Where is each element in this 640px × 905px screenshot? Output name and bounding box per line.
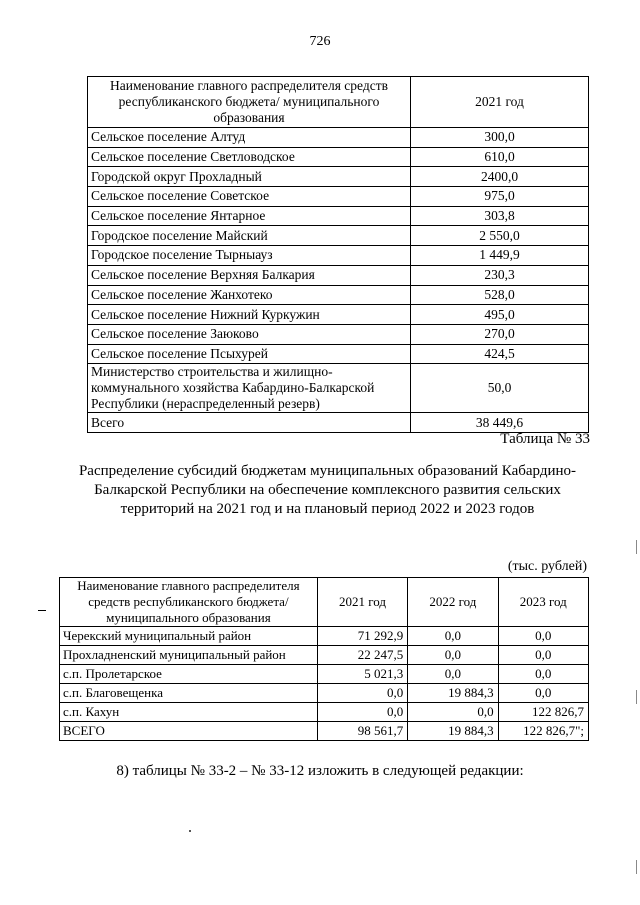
row-name: Черекский муниципальный район <box>60 627 318 646</box>
row-name: Сельское поселение Заюково <box>88 324 411 344</box>
total-label: Всего <box>88 413 411 433</box>
value-2022: 0,0 <box>408 646 498 665</box>
table-row <box>88 128 589 148</box>
table-row <box>88 167 589 187</box>
row-name: ВСЕГО <box>60 722 318 741</box>
header-year-2022: 2022 год <box>408 578 498 627</box>
row-name: Сельское поселение Алтуд <box>88 128 411 148</box>
scan-speck <box>189 830 191 832</box>
row-name: с.п. Кахун <box>60 703 318 722</box>
table-row <box>88 246 589 266</box>
header-name-cell: Наименование главного распределителя средств республиканского бюджета/ муниципального образования <box>88 77 411 128</box>
scan-edge-mark <box>636 690 637 704</box>
table-row <box>88 226 589 246</box>
value-2022: 0,0 <box>408 703 498 722</box>
row-value: 2400,0 <box>411 167 589 187</box>
row-value: 2 550,0 <box>411 226 589 246</box>
row-value: 300,0 <box>411 128 589 148</box>
value-2021: 98 561,7 <box>317 722 407 741</box>
value-2023: 0,0 <box>498 684 588 703</box>
table-total-row <box>88 413 589 433</box>
row-value: 50,0 <box>411 364 589 413</box>
row-value: 528,0 <box>411 285 589 305</box>
table-row <box>60 703 589 722</box>
row-value: 610,0 <box>411 147 589 167</box>
row-name: Городское поселение Майский <box>88 226 411 246</box>
table-subsidies-2021 <box>87 76 589 433</box>
row-name: Сельское поселение Верхняя Балкария <box>88 265 411 285</box>
value-2021: 0,0 <box>317 684 407 703</box>
row-value: 495,0 <box>411 305 589 325</box>
margin-dash <box>38 610 46 611</box>
table-header-row <box>60 578 589 627</box>
total-value: 38 449,6 <box>411 413 589 433</box>
row-name: Городской округ Прохладный <box>88 167 411 187</box>
row-value: 230,3 <box>411 265 589 285</box>
table-row <box>88 344 589 364</box>
row-name: с.п. Благовещенка <box>60 684 318 703</box>
row-name: Сельское поселение Советское <box>88 187 411 207</box>
table-row <box>60 627 589 646</box>
page-number: 726 <box>309 34 331 49</box>
table-row <box>88 206 589 226</box>
value-2023: 0,0 <box>498 665 588 684</box>
row-value: 975,0 <box>411 187 589 207</box>
value-2022: 19 884,3 <box>408 722 498 741</box>
table-row <box>60 684 589 703</box>
header-year-cell: 2021 год <box>411 77 589 128</box>
table-rural-development <box>59 577 589 741</box>
value-2022: 19 884,3 <box>408 684 498 703</box>
value-2023: 122 826,7 <box>498 703 588 722</box>
table-total-row <box>60 722 589 741</box>
row-value: 424,5 <box>411 344 589 364</box>
table-row <box>88 324 589 344</box>
row-name: Сельское поселение Янтарное <box>88 206 411 226</box>
table-row <box>88 364 589 413</box>
table-heading: Распределение субсидий бюджетам муниципальных образований Кабардино-Балкарской Республики на обеспечение комплексного развития сельских территорий на 2021 год и на плановый период 2022 и 2023 годов <box>78 463 577 517</box>
table-row <box>88 265 589 285</box>
header-year-2023: 2023 год <box>498 578 588 627</box>
row-name: Городское поселение Тырныауз <box>88 246 411 266</box>
row-name: с.п. Пролетарское <box>60 665 318 684</box>
header-name-cell: Наименование главного распределителя средств республиканского бюджета/ муниципального образования <box>60 578 318 627</box>
instruction-text: 8) таблицы № 33-2 – № 33-12 изложить в следующей редакции: <box>116 763 524 779</box>
row-name: Сельское поселение Светловодское <box>88 147 411 167</box>
value-2021: 22 247,5 <box>317 646 407 665</box>
value-2021: 5 021,3 <box>317 665 407 684</box>
value-2022: 0,0 <box>408 627 498 646</box>
row-name: Сельское поселение Жанхотеко <box>88 285 411 305</box>
row-name: Министерство строительства и жилищно-коммунального хозяйства Кабардино-Балкарской Республики (нераспределенный резерв) <box>88 364 411 413</box>
table-header-row <box>88 77 589 128</box>
table-row <box>88 147 589 167</box>
table-row <box>60 665 589 684</box>
value-2023: 122 826,7"; <box>498 722 588 741</box>
value-2021: 0,0 <box>317 703 407 722</box>
value-2022: 0,0 <box>408 665 498 684</box>
table-row <box>60 646 589 665</box>
row-name: Сельское поселение Псыхурей <box>88 344 411 364</box>
table-unit: (тыс. рублей) <box>507 559 587 574</box>
value-2023: 0,0 <box>498 646 588 665</box>
table-row <box>88 305 589 325</box>
table-row <box>88 187 589 207</box>
value-2023: 0,0 <box>498 627 588 646</box>
scan-edge-mark <box>636 540 637 554</box>
value-2021: 71 292,9 <box>317 627 407 646</box>
row-value: 1 449,9 <box>411 246 589 266</box>
scan-edge-mark <box>636 860 637 874</box>
row-name: Сельское поселение Нижний Куркужин <box>88 305 411 325</box>
header-year-2021: 2021 год <box>317 578 407 627</box>
table-caption: Таблица № 33 <box>500 431 590 447</box>
row-value: 270,0 <box>411 324 589 344</box>
row-value: 303,8 <box>411 206 589 226</box>
table-row <box>88 285 589 305</box>
row-name: Прохладненский муниципальный район <box>60 646 318 665</box>
